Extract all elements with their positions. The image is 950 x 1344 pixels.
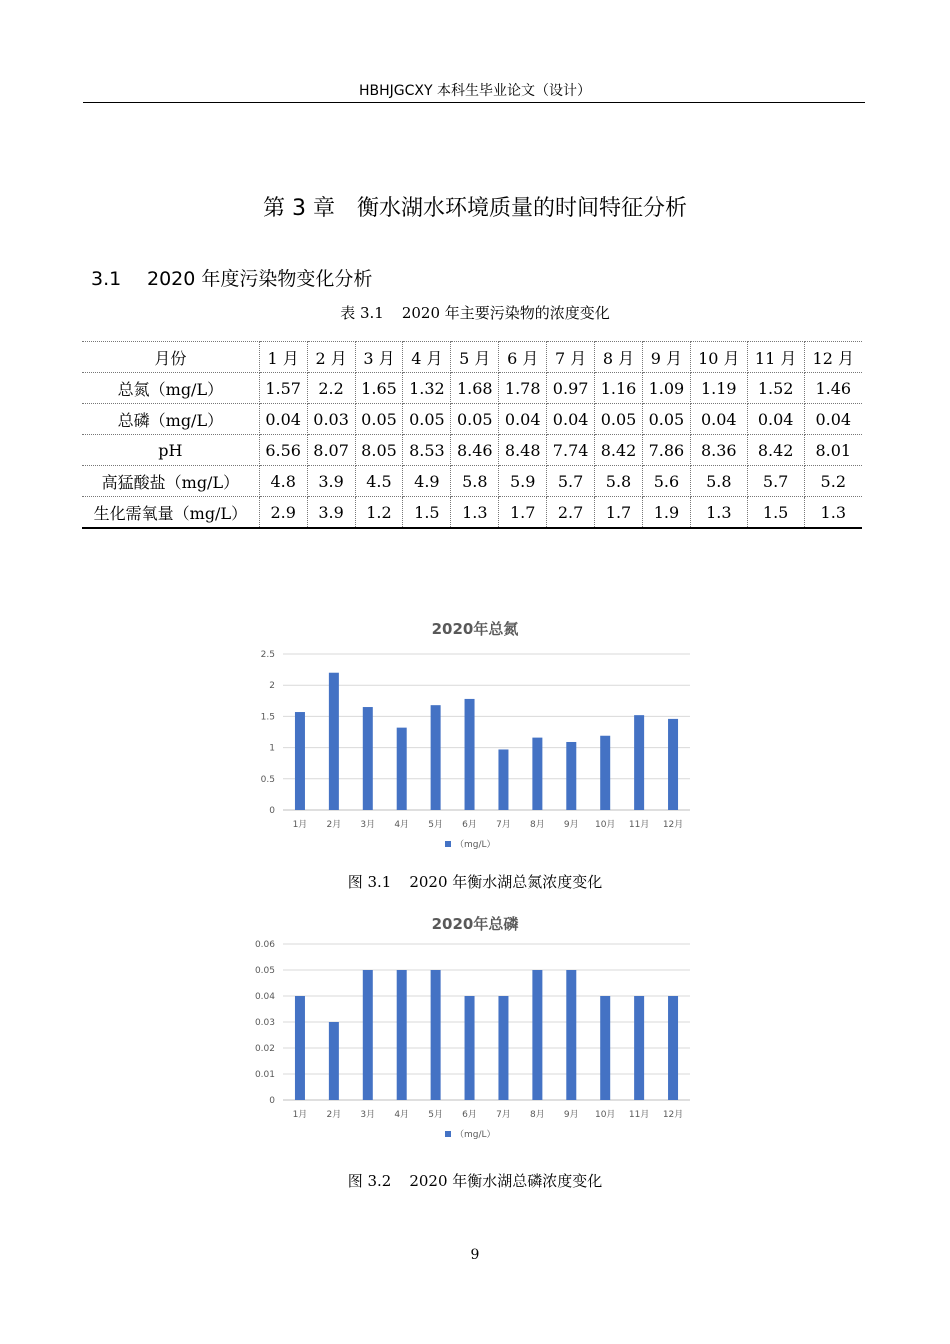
table-row-label: 生化需氧量（mg/L） <box>82 497 259 529</box>
table-cell: 2.7 <box>547 497 595 529</box>
table-cell: 8.46 <box>451 435 499 466</box>
bar <box>600 996 610 1100</box>
table-cell: 0.05 <box>595 404 643 435</box>
table-header-cell: 7 月 <box>547 342 595 373</box>
table-row <box>82 466 862 497</box>
x-tick-label: 12月 <box>662 820 684 830</box>
table-cell: 5.9 <box>499 466 547 497</box>
table-row <box>82 373 862 404</box>
table-cell: 2.9 <box>259 497 307 529</box>
figure-caption-1 <box>0 871 950 892</box>
x-tick-label: 11月 <box>628 820 650 830</box>
table-cell: 0.05 <box>403 404 451 435</box>
bar <box>431 970 441 1100</box>
x-tick-label: 2月 <box>326 1110 342 1120</box>
y-tick-label: 1 <box>269 743 275 754</box>
table-cell: 8.53 <box>403 435 451 466</box>
x-tick-label: 5月 <box>428 1110 443 1120</box>
x-tick-label: 10月 <box>594 820 616 830</box>
table-header-cell: 3 月 <box>355 342 403 373</box>
bar-chart <box>255 612 695 862</box>
figure-2-caption-text: 2020 年衡水湖总磷浓度变化 <box>409 1172 603 1190</box>
table-cell: 4.8 <box>259 466 307 497</box>
x-tick-label: 9月 <box>563 1110 579 1120</box>
table-cell: 8.36 <box>690 435 747 466</box>
table-cell: 0.03 <box>307 404 355 435</box>
x-tick-label: 1月 <box>292 1110 308 1120</box>
bar <box>397 728 407 810</box>
figure-1-caption-text: 2020 年衡水湖总氮浓度变化 <box>409 873 603 891</box>
table-header-cell: 12 月 <box>804 342 862 373</box>
section-title-text: 2020 年度污染物变化分析 <box>147 268 373 290</box>
bar <box>465 996 475 1100</box>
y-tick-label: 0.04 <box>255 992 275 1002</box>
bar <box>532 970 542 1100</box>
table-cell: 1.7 <box>499 497 547 529</box>
x-tick-label: 7月 <box>496 1110 511 1120</box>
table-cell: 0.05 <box>642 404 690 435</box>
table-row-label: 总氮（mg/L） <box>82 373 259 404</box>
bar <box>397 970 407 1100</box>
table-cell: 8.42 <box>595 435 643 466</box>
legend-swatch <box>445 841 451 847</box>
table-cell: 3.9 <box>307 466 355 497</box>
bar <box>634 996 644 1100</box>
running-header: HBHJGCXY 本科生毕业论文（设计） <box>358 83 591 99</box>
bar <box>329 673 339 810</box>
table-cell: 5.7 <box>747 466 804 497</box>
bar <box>465 699 475 810</box>
bar <box>668 719 678 810</box>
bar <box>363 970 373 1100</box>
table-cell: 3.9 <box>307 497 355 529</box>
x-tick-label: 10月 <box>594 1110 616 1120</box>
table-cell: 5.7 <box>547 466 595 497</box>
table-header-cell: 4 月 <box>403 342 451 373</box>
table-header-cell: 月份 <box>82 342 259 373</box>
table-cell: 8.42 <box>747 435 804 466</box>
table-cell: 1.16 <box>595 373 643 404</box>
bar <box>532 738 542 810</box>
table-cell: 1.3 <box>690 497 747 529</box>
figure-1-number: 图 3.1 <box>347 873 392 891</box>
y-tick-label: 0.5 <box>260 774 275 785</box>
table-cell: 1.19 <box>690 373 747 404</box>
table-header-cell: 5 月 <box>451 342 499 373</box>
table-row-label: 高猛酸盐（mg/L） <box>82 466 259 497</box>
table-cell: 1.2 <box>355 497 403 529</box>
bar <box>498 749 508 810</box>
y-tick-label: 0 <box>269 806 275 816</box>
table-caption <box>0 302 950 323</box>
table-caption-number: 表 3.1 <box>340 304 384 322</box>
table-cell: 1.78 <box>499 373 547 404</box>
table-row-label: 总磷（mg/L） <box>82 404 259 435</box>
table-caption-text: 2020 年主要污染物的浓度变化 <box>401 304 610 322</box>
table-cell: 0.04 <box>747 404 804 435</box>
table-cell: 5.8 <box>451 466 499 497</box>
section-heading <box>91 264 372 291</box>
table-row <box>82 404 862 435</box>
page-number: 9 <box>470 1247 480 1263</box>
table-cell: 4.9 <box>403 466 451 497</box>
table-header-cell: 2 月 <box>307 342 355 373</box>
table-header-row <box>82 342 862 373</box>
table-cell: 1.3 <box>451 497 499 529</box>
y-tick-label: 0.06 <box>255 940 275 950</box>
table-row <box>82 435 862 466</box>
table-cell: 5.8 <box>690 466 747 497</box>
table-header-cell: 6 月 <box>499 342 547 373</box>
x-tick-label: 2月 <box>326 820 342 830</box>
legend-label: （mg/L） <box>455 1130 496 1140</box>
bar <box>566 742 576 810</box>
table-cell: 1.9 <box>642 497 690 529</box>
x-tick-label: 4月 <box>394 820 410 830</box>
y-tick-label: 0 <box>269 1096 275 1106</box>
table-cell: 0.04 <box>804 404 862 435</box>
table-header-cell: 8 月 <box>595 342 643 373</box>
chart-title: 2020年总氮 <box>431 620 519 638</box>
bar <box>295 712 305 810</box>
header-rule <box>83 102 865 103</box>
table-cell: 1.5 <box>403 497 451 529</box>
table-header-cell: 9 月 <box>642 342 690 373</box>
bar <box>668 996 678 1100</box>
figure-2-number: 图 3.2 <box>347 1172 392 1190</box>
table-cell: 0.05 <box>451 404 499 435</box>
legend-swatch <box>445 1131 451 1137</box>
table-cell: 8.05 <box>355 435 403 466</box>
table-cell: 2.2 <box>307 373 355 404</box>
table-cell: 0.05 <box>355 404 403 435</box>
table-cell: 1.32 <box>403 373 451 404</box>
y-tick-label: 2.5 <box>260 650 275 660</box>
bar-chart <box>255 907 695 1157</box>
chart-total-nitrogen <box>255 612 695 862</box>
bar <box>634 715 644 810</box>
y-tick-label: 0.03 <box>255 1018 275 1028</box>
table-cell: 0.04 <box>690 404 747 435</box>
table-header-cell: 10 月 <box>690 342 747 373</box>
table-cell: 1.68 <box>451 373 499 404</box>
table-cell: 6.56 <box>259 435 307 466</box>
table-cell: 4.5 <box>355 466 403 497</box>
table-header-cell: 11 月 <box>747 342 804 373</box>
x-tick-label: 3月 <box>360 1110 376 1120</box>
y-tick-label: 0.02 <box>255 1044 275 1054</box>
table-cell: 1.57 <box>259 373 307 404</box>
chart-total-phosphorus <box>255 907 695 1157</box>
table-cell: 5.8 <box>595 466 643 497</box>
x-tick-label: 3月 <box>360 820 376 830</box>
table-cell: 1.46 <box>804 373 862 404</box>
x-tick-label: 11月 <box>628 1110 650 1120</box>
bar <box>329 1022 339 1100</box>
x-tick-label: 12月 <box>662 1110 684 1120</box>
section-number: 3.1 <box>91 268 122 290</box>
table-cell: 1.5 <box>747 497 804 529</box>
bar <box>363 707 373 810</box>
bar <box>431 705 441 810</box>
table-cell: 0.04 <box>499 404 547 435</box>
bar <box>600 736 610 810</box>
y-tick-label: 0.01 <box>255 1070 275 1080</box>
x-tick-label: 4月 <box>394 1110 410 1120</box>
table-cell: 1.09 <box>642 373 690 404</box>
figure-caption-2 <box>0 1170 950 1191</box>
bar <box>498 996 508 1100</box>
table-cell: 0.97 <box>547 373 595 404</box>
table-header-cell: 1 月 <box>259 342 307 373</box>
y-tick-label: 2 <box>269 681 275 692</box>
table-cell: 1.65 <box>355 373 403 404</box>
x-tick-label: 9月 <box>563 820 579 830</box>
chapter-title: 第 3 章 衡水湖水环境质量的时间特征分析 <box>263 196 687 221</box>
x-tick-label: 8月 <box>530 1110 545 1120</box>
table-cell: 8.07 <box>307 435 355 466</box>
bar <box>566 970 576 1100</box>
x-tick-label: 6月 <box>462 1110 477 1120</box>
x-tick-label: 5月 <box>428 820 443 830</box>
chart-title: 2020年总磷 <box>431 915 519 933</box>
legend-label: （mg/L） <box>455 840 496 850</box>
table-row <box>82 497 862 529</box>
table-cell: 0.04 <box>547 404 595 435</box>
pollutant-table <box>82 341 862 529</box>
x-tick-label: 8月 <box>530 820 545 830</box>
table-cell: 5.6 <box>642 466 690 497</box>
x-tick-label: 1月 <box>292 820 308 830</box>
table-cell: 1.52 <box>747 373 804 404</box>
table-cell: 0.04 <box>259 404 307 435</box>
table-cell: 5.2 <box>804 466 862 497</box>
table-row-label: pH <box>82 435 259 466</box>
table-cell: 1.7 <box>595 497 643 529</box>
table-cell: 1.3 <box>804 497 862 529</box>
x-tick-label: 7月 <box>496 820 511 830</box>
x-tick-label: 6月 <box>462 820 477 830</box>
y-tick-label: 1.5 <box>260 712 275 723</box>
table-cell: 8.01 <box>804 435 862 466</box>
table-cell: 7.74 <box>547 435 595 466</box>
table-cell: 7.86 <box>642 435 690 466</box>
y-tick-label: 0.05 <box>255 966 275 976</box>
bar <box>295 996 305 1100</box>
table-cell: 8.48 <box>499 435 547 466</box>
